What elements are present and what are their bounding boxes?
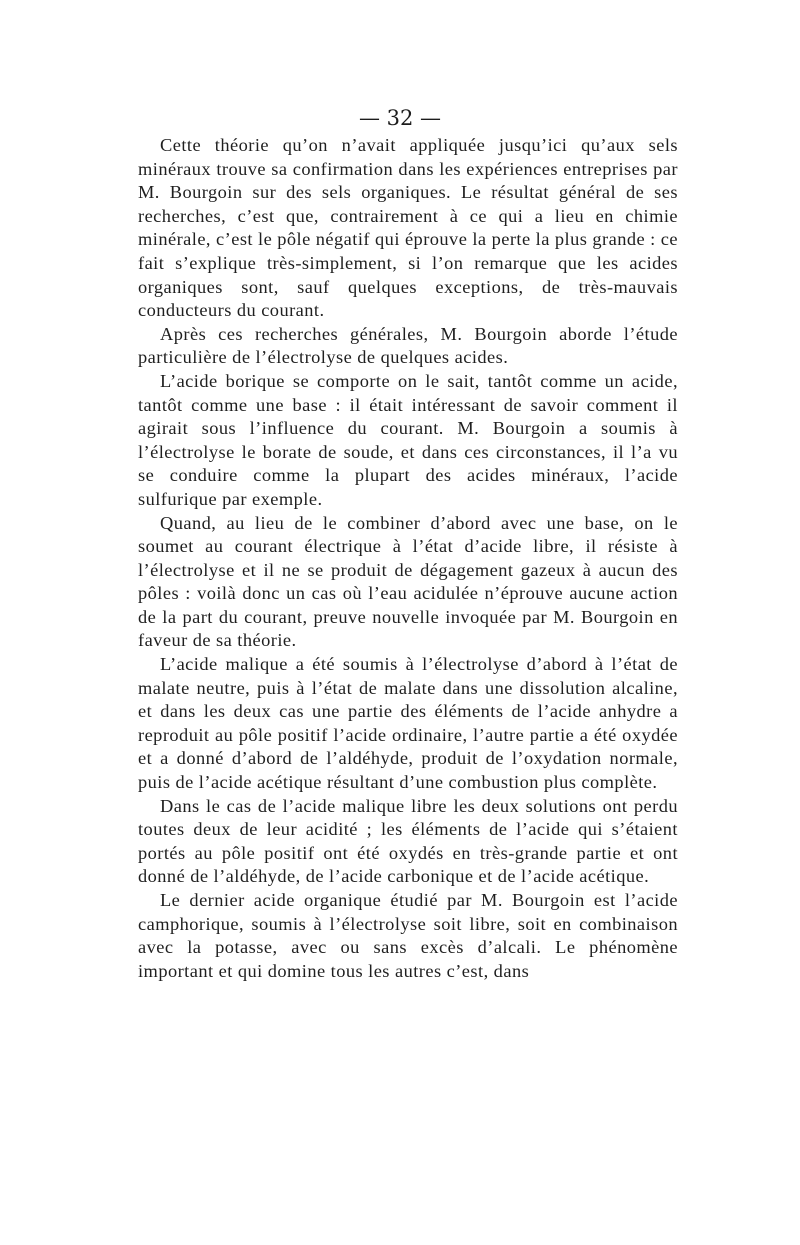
paragraph: Cette théorie qu’on n’avait appliquée jusqu’ici qu’aux sels minéraux trouve sa confirmation dans les expériences entreprises par M. Bourgoin sur des sels organiques. Le résultat général de ses recherches, c’est que, contrairement à ce qui a lieu en chimie minérale, c’est le pôle négatif qui éprouve la perte la plus grande : ce fait s’explique très-simplement, si l’on remarque que les acides organiques sont, sauf quelques exceptions, de très-mauvais conducteurs du courant. xyxy=(138,135,678,321)
paragraph: Le dernier acide organique étudié par M. Bourgoin est l’acide camphorique, soumis à l’électrolyse soit libre, soit en combinaison avec la potasse, avec ou sans excès d’alcali. Le phénomène important et qui domine tous les autres c’est, dans xyxy=(138,890,678,981)
paragraph: Dans le cas de l’acide malique libre les deux solutions ont perdu toutes deux de leur acidité ; les éléments de l’acide qui s’étaient portés au pôle positif ont été oxydés en très-grande partie et ont donné de l’aldéhyde, de l’acide carbonique et de l’acide acétique. xyxy=(138,795,678,887)
paragraph: Quand, au lieu de le combiner d’abord avec une base, on le soumet au courant électrique à l’état d’acide libre, il résiste à l’électrolyse et il ne se produit de dégagement gazeux à aucun des pôles : voilà donc un cas où l’eau acidulée n’éprouve aucune action de la part du courant, preuve nouvelle invoquée par M. Bourgoin en faveur de sa théorie. xyxy=(138,512,678,651)
paragraph: L’acide malique a été soumis à l’électrolyse d’abord à l’état de malate neutre, puis à l’état de malate dans une dissolution alcaline, et dans les deux cas une partie des éléments de l’acide anhydre a reproduit au pôle positif l’acide ordinaire, l’autre partie a été oxydée et a donné d’abord de l’aldéhyde, produit de l’oxydation normale, puis de l’acide acétique résultant d’une combustion plus complète. xyxy=(138,654,678,793)
page-number: — 32 — xyxy=(358,106,442,130)
paragraph: Après ces recherches générales, M. Bourgoin aborde l’étude particulière de l’électrolyse de quelques acides. xyxy=(138,323,678,368)
paragraph: L’acide borique se comporte on le sait, tantôt comme un acide, tantôt comme une base : il était intéressant de savoir comment il agirait sous l’influence du courant. M. Bourgoin a soumis à l’électrolyse le borate de soude, et dans ces circonstances, il l’a vu se conduire comme la plupart des acides minéraux, l’acide sulfurique par exemple. xyxy=(138,370,678,509)
body-text xyxy=(138,134,678,983)
